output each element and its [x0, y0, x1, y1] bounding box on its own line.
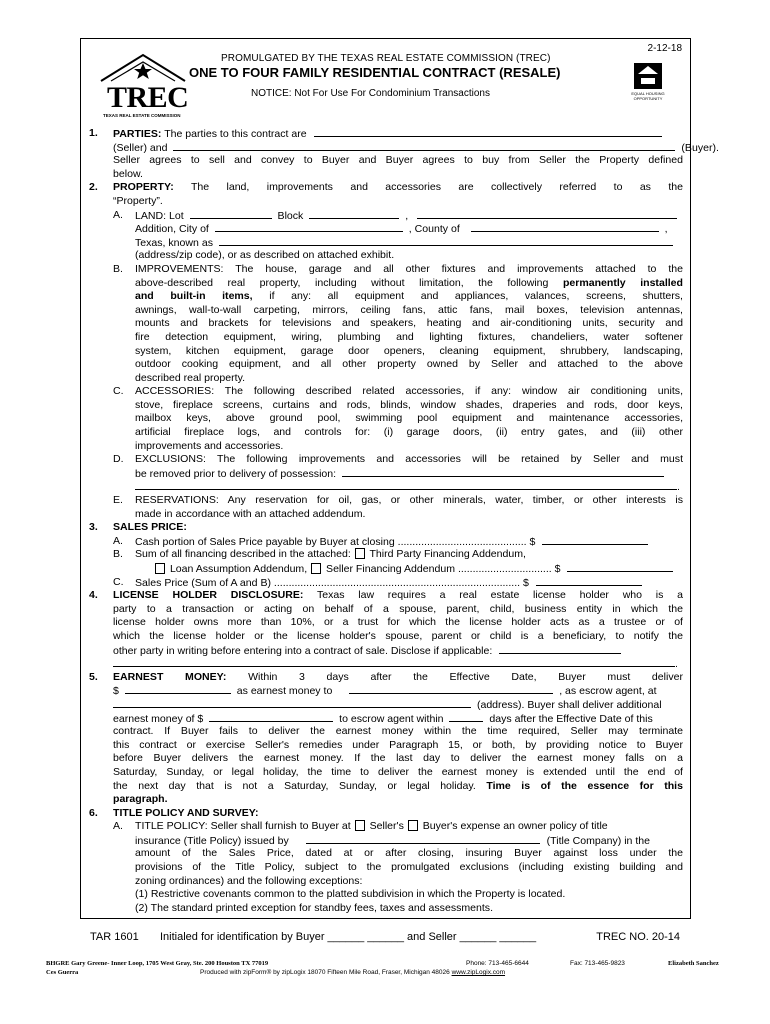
p5-line-3: [89, 698, 683, 712]
p6a-line-6: (1) Restrictive covenants common to the platted subdivision in which the Property is located.: [135, 888, 566, 901]
p6a-text: insurance (Title Policy) issued by: [135, 834, 289, 847]
p5-text: to escrow agent within: [339, 712, 444, 725]
p5-text: as earnest money to: [236, 685, 333, 698]
sellers-expense-checkbox[interactable]: [355, 820, 365, 831]
seller-label: (Seller) and: [113, 141, 168, 154]
period: .: [677, 481, 680, 494]
p5-line-8: Saturday, Sunday, or legal holiday, the time to deliver the earnest money is extended until the end of: [113, 765, 683, 778]
contract-page: [80, 38, 719, 919]
p2c-text: ACCESSORIES: The following described related accessories, if any: window air conditioning units,: [135, 385, 683, 398]
block-field[interactable]: [309, 209, 399, 219]
days-field[interactable]: [449, 712, 483, 722]
page-title: ONE TO FOUR FAMILY RESIDENTIAL CONTRACT (RESALE): [189, 65, 561, 80]
p2b-line-4: awnings, wall-to-wall carpeting, mirrors, ceiling fans, attic fans, mail boxes, television antennas,: [135, 303, 683, 316]
p2b-bold: permanently installed: [562, 276, 683, 289]
p6a-line-4: provisions of the Title Policy, subject to the promulgated exclusions (including existing building and: [135, 861, 683, 874]
p6a-line-3: amount of the Sales Price, dated at or after closing, insuring Buyer against loss under the: [135, 847, 683, 860]
p2a-line-3: [89, 236, 683, 250]
p2d-label: D.: [113, 453, 124, 466]
lot-field[interactable]: [190, 209, 272, 219]
p5-line-6: this contract or exercise Seller's remedies under Paragraph 15, or both, by providing notice to Buyer: [113, 738, 683, 751]
seller-field[interactable]: [173, 141, 675, 151]
agent-name: Elizabeth Sanchez: [668, 960, 719, 967]
p4-number: 4.: [89, 589, 98, 602]
p5-line-7: before Buyer delivers the earnest money. If the last day to deliver the earnest money falls on a: [113, 752, 683, 765]
p3b-text: Loan Assumption Addendum,: [169, 563, 308, 575]
p3c-text: Sales Price (Sum of A and B) .................................................................................... $: [135, 576, 529, 589]
p2d-line-3: [89, 480, 683, 494]
lot-label: LAND: Lot: [135, 209, 184, 222]
p1-line-3: Seller agrees to sell and convey to Buyer and Buyer agrees to buy from Seller the Property defined: [113, 154, 683, 167]
logo-subtext: TEXAS REAL ESTATE COMMISSION: [103, 113, 181, 118]
notice: NOTICE: Not For Use For Condominium Transactions: [251, 88, 490, 99]
p1-line-2: [89, 141, 719, 155]
p2e-label: E.: [113, 494, 123, 507]
p3c-label: C.: [113, 575, 124, 588]
p1-text: The parties to this contract are: [164, 128, 307, 140]
p1-number: 1.: [89, 127, 98, 139]
period: .: [675, 658, 678, 671]
p3b-line-1: [89, 548, 683, 562]
p6-number: 6.: [89, 806, 98, 819]
county-field[interactable]: [471, 222, 659, 232]
third-party-financing-checkbox[interactable]: [355, 548, 365, 559]
p5-text: days after the Effective Date of this: [489, 712, 653, 725]
p2-heading: PROPERTY:: [113, 181, 174, 194]
p1-line-1: [89, 127, 683, 141]
p4-heading: LICENSE HOLDER DISCLOSURE:: [113, 589, 304, 602]
title-company-field[interactable]: [306, 834, 540, 844]
p4-line-1: [89, 589, 683, 603]
trec-logo: [99, 53, 187, 117]
comma: ,: [405, 209, 409, 222]
p6a-text: Buyer's expense an owner policy of title: [422, 820, 608, 833]
broker-fax: Fax: 713-465-9823: [570, 960, 625, 967]
p1-line-4: below.: [113, 167, 143, 180]
p3b-text: Seller Financing Addendum ................................ $: [326, 563, 561, 575]
p2b-label: B.: [113, 262, 123, 275]
p6-line-1: [89, 807, 683, 821]
p6a-label: A.: [113, 820, 123, 833]
p2c-line-5: improvements and accessories.: [135, 439, 284, 452]
p2b-line-7: system, kitchen equipment, garage door openers, cleaning equipment, shrubbery, landscaping,: [135, 344, 683, 357]
p5-bold: Time is of the essence for this: [486, 779, 683, 792]
p4-line-3: license holder owns more than 10%, or a trust for which the license holder acts as a trustee or of: [113, 616, 683, 629]
p6-heading: TITLE POLICY AND SURVEY:: [113, 806, 259, 819]
p5-line-5: contract. If Buyer fails to deliver the earnest money within the time required, Seller may terminate: [113, 725, 683, 738]
known-as-label: Texas, known as: [135, 236, 213, 249]
disclosure-field[interactable]: [499, 644, 621, 654]
p2d-text: be removed prior to delivery of possession:: [135, 467, 337, 480]
p2b-text: IMPROVEMENTS: The house, garage and all other fixtures and improvements attached to the: [135, 262, 683, 275]
p2b-line-8: outdoor cooking equipment, and all other property owned by Seller and attached to the above: [135, 358, 683, 371]
p3b-text: Sum of all financing described in the attached:: [135, 548, 351, 561]
produced-with: [200, 969, 505, 976]
p6a-text: (Title Company) in the: [546, 834, 651, 847]
p2c-label: C.: [113, 385, 124, 398]
p6a-line-7: (2) The standard printed exception for standby fees, taxes and assessments.: [135, 901, 494, 914]
p2a-line-4: (address/zip code), or as described on attached exhibit.: [135, 249, 395, 262]
seller-financing-checkbox[interactable]: [311, 563, 321, 574]
initials-line: Initialed for identification by Buyer ______ ______ and Seller ______ ______: [160, 931, 537, 943]
produced-text: Produced with zipForm® by zipLogix 18070 Fifteen Mile Road, Fraser, Michigan 48026: [200, 969, 450, 976]
p2d-line-1: [89, 453, 683, 467]
p5-line-10: paragraph.: [113, 793, 168, 806]
p2-number: 2.: [89, 181, 98, 194]
earnest-money-field[interactable]: [125, 684, 231, 694]
p2d-line-2: [89, 467, 683, 481]
p3b-text: Third Party Financing Addendum,: [369, 548, 526, 561]
p6a-text: Seller's: [369, 820, 404, 833]
p5-text: , as escrow agent, at: [559, 685, 657, 698]
p5-text: Within 3 days after the Effective Date, Buyer must deliver: [248, 670, 683, 683]
p2-line-2: “Property”.: [113, 194, 163, 207]
p5-heading: EARNEST MONEY:: [113, 670, 227, 683]
p6a-text: TITLE POLICY: Seller shall furnish to Buyer at: [135, 820, 351, 833]
contract-body: [89, 127, 719, 915]
p5-line-2: [89, 684, 683, 698]
p2b-text: above-described real property, including without limitation, the following: [135, 276, 549, 289]
p6a-line-5: zoning ordinances) and the following exceptions:: [135, 874, 363, 887]
address-field[interactable]: [219, 236, 673, 246]
p3a-line: [89, 535, 683, 549]
p3-line-1: [89, 521, 683, 535]
escrow-agent-field[interactable]: [349, 684, 553, 694]
p2b-line-1: [89, 263, 683, 277]
p2-line-1: [89, 181, 683, 195]
exclusions-field-2[interactable]: [135, 480, 677, 490]
p2b-line-3: [89, 290, 683, 304]
p1-heading: PARTIES:: [113, 128, 162, 140]
p2a-line-1: [89, 209, 683, 223]
p2a-line-2: [89, 222, 683, 236]
logo-text: TREC: [107, 81, 189, 114]
buyer-label: (Buyer).: [681, 141, 719, 154]
p2c-line-3: mailbox keys, above ground pool, swimming pool equipment and maintenance accessories,: [135, 412, 683, 425]
escrow-address-field[interactable]: [113, 698, 471, 708]
p2b-text: if any: all equipment and appliances, valances, screens, shutters,: [269, 290, 683, 303]
p2e-line-2: made in accordance with an attached addendum.: [135, 507, 366, 520]
exclusions-field[interactable]: [342, 467, 664, 477]
p4-line-2: party to a transaction or acting on behalf of a spouse, parent, child, business entity in which the: [113, 602, 683, 615]
equal-housing-icon: [634, 63, 662, 89]
p4-line-4: which the license holder or the license holder's spouse, parent or child is a beneficiary, to notify the: [113, 629, 683, 642]
county-label: , County of: [408, 223, 460, 236]
form-id: TAR 1601: [90, 931, 139, 943]
p3b-line-2: [89, 562, 683, 576]
p3b-label: B.: [113, 548, 123, 561]
p4-text: other party in writing before entering into a contract of sale. Disclose if applicable:: [113, 644, 493, 657]
parties-field[interactable]: [314, 127, 662, 137]
p3-heading: SALES PRICE:: [113, 521, 187, 534]
city-field[interactable]: [215, 222, 403, 232]
p5-line-1: [89, 671, 683, 685]
city-label: Addition, City of: [135, 223, 209, 236]
agent-name-2: Ces Guerra: [46, 969, 79, 976]
p4-line-5: [89, 644, 683, 658]
p4-line-6: [89, 657, 683, 671]
ziplogix-link[interactable]: www.zipLogix.com: [451, 969, 506, 976]
p5-text: (address). Buyer shall deliver additional: [476, 698, 662, 711]
financing-amount-field[interactable]: [567, 562, 673, 572]
cash-portion-field[interactable]: [542, 535, 648, 545]
p6a-line-1: [89, 820, 683, 834]
p2a-label: A.: [113, 208, 123, 221]
p2-text: The land, improvements and accessories are collectively referred to as the: [190, 181, 683, 194]
comma: ,: [664, 223, 668, 236]
broker-phone: Phone: 713-465-6644: [466, 960, 529, 967]
p3a-label: A.: [113, 534, 123, 547]
p2c-line-4: artificial fireplace logs, and controls for: (i) garage doors, (ii) entry gates, and (iii) other: [135, 426, 683, 439]
block-label: Block: [277, 209, 304, 222]
p2b-line-6: fire detection equipment, wiring, plumbing and lighting fixtures, chandeliers, water softener: [135, 330, 683, 343]
subdivision-field[interactable]: [417, 209, 677, 219]
eho-text: EQUAL HOUSING OPPORTUNITY: [631, 91, 665, 101]
p2b-line-2: [89, 277, 683, 291]
p2c-line-2: stove, fireplace screens, curtains and rods, blinds, window shades, draperies and rods, door keys,: [135, 398, 683, 411]
header: [81, 39, 690, 125]
buyers-expense-checkbox[interactable]: [408, 820, 418, 831]
p2e-line-1: [89, 494, 683, 508]
p3c-line: [89, 576, 683, 590]
p2e-text: RESERVATIONS: Any reservation for oil, gas, or other minerals, water, timber, or other interests is: [135, 494, 683, 507]
p5-text: the next day that is not a Saturday, Sunday, or legal holiday.: [113, 779, 476, 792]
p3-number: 3.: [89, 521, 98, 534]
p5-text: earnest money of $: [113, 712, 204, 725]
p5-number: 5.: [89, 670, 98, 683]
p5-line-9: [89, 780, 683, 794]
house-star-icon: [99, 53, 187, 83]
disclosure-field-2[interactable]: [113, 657, 675, 667]
additional-earnest-field[interactable]: [209, 712, 333, 722]
broker-info: BHGRE Gary Greene- Inner Loop, 1705 West Gray, Ste. 200 Houston TX 77019: [46, 960, 269, 967]
p5-line-4: [89, 712, 683, 726]
p2c-line-1: [89, 385, 683, 399]
sales-price-field[interactable]: [536, 576, 642, 586]
p2b-line-9: described real property.: [135, 371, 246, 384]
p6a-line-2: [89, 834, 683, 848]
trec-number: TREC NO. 20-14: [596, 931, 680, 943]
p2d-text: EXCLUSIONS: The following improvements and accessories will be retained by Seller and must: [135, 453, 683, 466]
equal-housing-logo: [628, 63, 668, 107]
form-date: 2-12-18: [647, 43, 682, 54]
p2b-bold: and built-in items,: [135, 290, 253, 303]
dollar-sign: $: [113, 685, 119, 698]
p2b-line-5: mounts and brackets for televisions and speakers, heating and air-conditioning units, security and: [135, 317, 683, 330]
p3a-text: Cash portion of Sales Price payable by Buyer at closing ............................................ $: [135, 535, 536, 548]
p4-text: Texas law requires a real estate license holder who is a: [316, 589, 683, 602]
loan-assumption-checkbox[interactable]: [155, 563, 165, 574]
promulgated-line: PROMULGATED BY THE TEXAS REAL ESTATE COMMISSION (TREC): [221, 53, 551, 64]
